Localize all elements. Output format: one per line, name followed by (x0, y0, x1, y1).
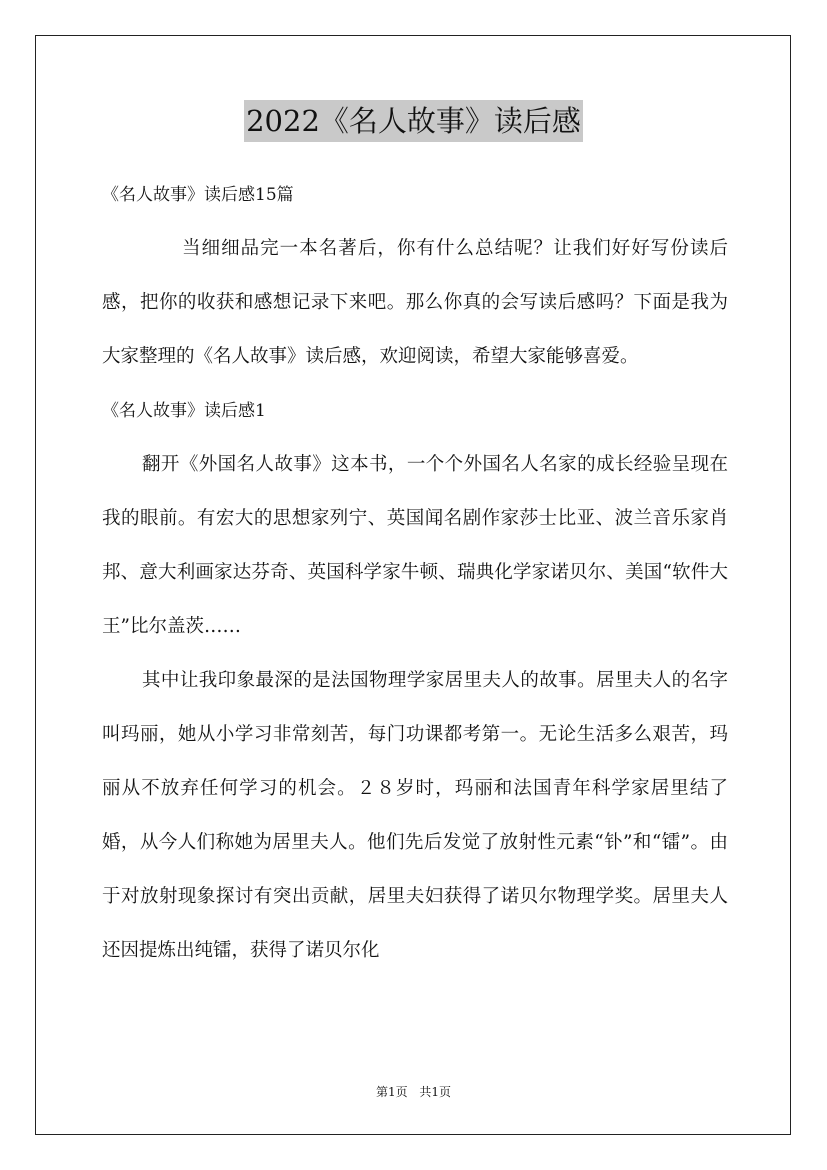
page-number: 第1页 (375, 1085, 408, 1099)
title-container (0, 100, 827, 142)
section-heading: 《名人故事》读后感1 (102, 401, 266, 421)
body-paragraph: 其中让我印象最深的是法国物理学家居里夫人的故事。居里夫人的名字叫玛丽，她从小学习非常刻苦，每门功课都考第一。无论生活多么艰苦，玛丽从不放弃任何学习的机会。２８岁时，玛丽和法国青年科学家居里结了婚，从今人们称她为居里夫人。他们先后发觉了放射性元素“钋”和“镭”。由于对放射现象探讨有突出贡献，居里夫妇获得了诺贝尔物理学奖。居里夫人还因提炼出纯镭，获得了诺贝尔化 (102, 670, 728, 961)
body-paragraph: 翻开《外国名人故事》这本书，一个个外国名人名家的成长经验呈现在我的眼前。有宏大的思想家列宁、英国闻名剧作家莎士比亚、波兰音乐家肖邦、意大利画家达芬奇、英国科学家牛顿、瑞典化学家诺贝尔、美国“软件大王”比尔盖茨…… (102, 454, 728, 637)
page-footer (0, 1083, 827, 1100)
document-body (102, 168, 728, 978)
document-subtitle: 《名人故事》读后感15篇 (102, 185, 294, 205)
document-title: 2022《名人故事》读后感 (244, 100, 583, 142)
intro-paragraph: 当细细品完一本名著后，你有什么总结呢？让我们好好写份读后感，把你的收获和感想记录下来吧。那么你真的会写读后感吗？下面是我为大家整理的《名人故事》读后感，欢迎阅读，希望大家能够喜爱。 (102, 238, 728, 367)
page-total: 共1页 (419, 1085, 452, 1099)
